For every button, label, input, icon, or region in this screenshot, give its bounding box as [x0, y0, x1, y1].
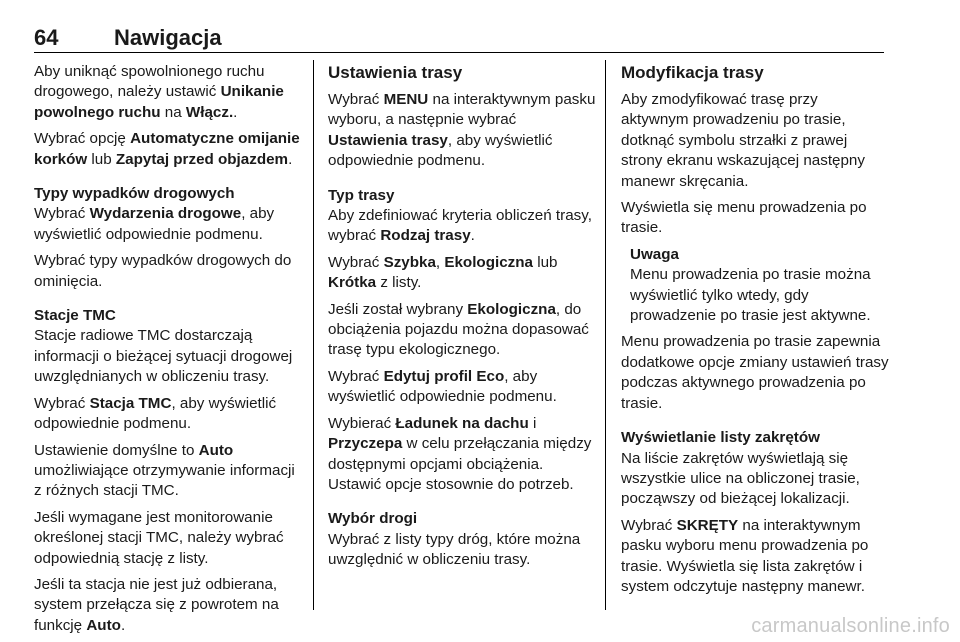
- paragraph: Jeśli ta stacja nie jest już odbierana, system przełącza się z powrotem na funkcję Auto.: [34, 575, 279, 634]
- paragraph: Wybrać opcję Automatyczne omijanie korków lub Zapytaj przed objazdem.: [34, 130, 300, 168]
- section-tmc-stations: Stacje TMC Stacje radiowe TMC dostarczają informacji o bieżącej sytuacji drogowej uwzględnianych w obliczeniu trasy.: [34, 306, 302, 388]
- note-text: Menu prowadzenia po trasie można wyświetlić tylko wtedy, gdy prowadzenie po trasie jest aktywne.: [630, 266, 871, 325]
- watermark: carmanualsonline.info: [751, 615, 950, 637]
- paragraph: Aby uniknąć spowolnionego ruchu drogowego, należy ustawić Unikanie powolnego ruchu na Włącz..: [34, 63, 284, 121]
- paragraph: Ustawienie domyślne to Auto umożliwiające otrzymywanie informacji z różnych stacji TMC.: [34, 441, 295, 500]
- subheading: Wyświetlanie listy zakrętów: [621, 429, 820, 447]
- section-heading: Modyfikacja trasy: [621, 63, 764, 82]
- column-middle: [328, 62, 596, 577]
- column-divider: [313, 60, 314, 610]
- section-route-type: Typ trasy Aby zdefiniować kryteria obliczeń trasy, wybrać Rodzaj trasy.: [328, 186, 596, 247]
- paragraph: Wybrać Szybka, Ekologiczna lub Krótka z listy.: [328, 253, 558, 292]
- paragraph: Jeśli został wybrany Ekologiczna, do obciążenia pojazdu można dopasować trasę typu ekologicznego.: [328, 300, 589, 359]
- column-right: [621, 62, 889, 603]
- subheading: Stacje TMC: [34, 307, 116, 325]
- note-box: [621, 245, 889, 327]
- section-turn-list: Wyświetlanie listy zakrętów Na liście zakrętów wyświetlają się wszystkie ulice na obliczonej trasie, począwszy od bieżącej lokalizacji.: [621, 428, 889, 510]
- paragraph: Wybrać SKRĘTY na interaktywnym pasku wyboru menu prowadzenia po trasie. Wyświetla się lista zakrętów i system odczytuje następny manewr.: [621, 516, 869, 595]
- paragraph: Wyświetla się menu prowadzenia po trasie.: [621, 199, 867, 237]
- paragraph: Jeśli wymagane jest monitorowanie określonej stacji TMC, należy wybrać odpowiednią stację z listy.: [34, 508, 284, 567]
- paragraph: Aby zmodyfikować trasę przy aktywnym prowadzeniu po trasie, dotknąć symbolu strzałki z prawej strony ekranu wskazującej następny manewr skręcania.: [621, 91, 865, 190]
- page-number: 64: [34, 25, 59, 50]
- paragraph: Wybrać MENU na interaktywnym pasku wyboru, a następnie wybrać Ustawienia trasy, aby wyświetlić odpowiednie podmenu.: [328, 91, 596, 170]
- subheading: Wybór drogi: [328, 510, 418, 528]
- page-title: Nawigacja: [114, 25, 222, 50]
- section-heading: Ustawienia trasy: [328, 63, 463, 82]
- subheading: Typ trasy: [328, 186, 395, 204]
- column-divider: [605, 60, 606, 610]
- paragraph: Wybierać Ładunek na dachu i Przyczepa w celu przełączania między dostępnymi opcjami obciążenia. Ustawić opcje stosownie do potrzeb.: [328, 414, 592, 493]
- note-title: Uwaga: [630, 245, 679, 263]
- paragraph: Wybrać typy wypadków drogowych do ominięcia.: [34, 252, 292, 290]
- column-left: [34, 62, 302, 642]
- section-road-selection: Wybór drogi Wybrać z listy typy dróg, które można uwzględnić w obliczeniu trasy.: [328, 509, 596, 570]
- paragraph: Menu prowadzenia po trasie zapewnia dodatkowe opcje zmiany ustawień trasy podczas aktywnego prowadzenia po trasie.: [621, 333, 889, 412]
- paragraph: Wybrać Stacja TMC, aby wyświetlić odpowiednie podmenu.: [34, 394, 277, 433]
- page-header: [34, 26, 884, 53]
- section-traffic-types: Typy wypadków drogowych Wybrać Wydarzenia drogowe, aby wyświetlić odpowiednie podmenu.: [34, 184, 302, 245]
- paragraph: Wybrać Edytuj profil Eco, aby wyświetlić odpowiednie podmenu.: [328, 367, 557, 406]
- subheading: Typy wypadków drogowych: [34, 185, 235, 203]
